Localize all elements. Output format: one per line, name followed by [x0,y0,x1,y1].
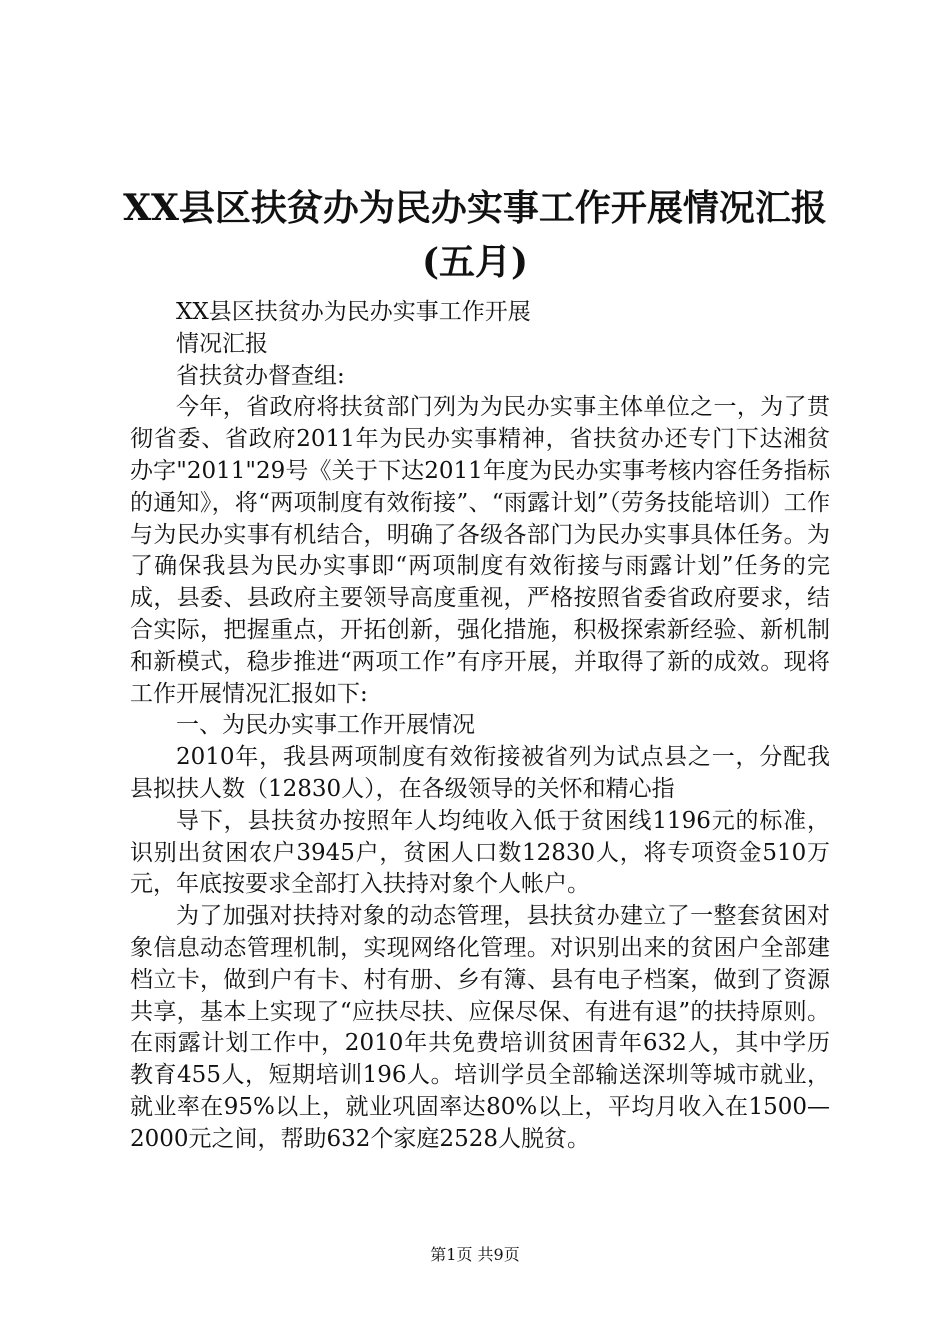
document-title-line2: (五月) [421,241,529,283]
page-footer: 第1页 共9页 [430,1245,520,1264]
paragraph-2010: 2010年，我县两项制度有效衔接被省列为试点县之一，分配我县拟扶人数（12830人），在各级领导的关怀和精心指 [130,744,830,802]
subtitle-line1: XX县区扶贫办为民办实事工作开展 [176,299,531,325]
document-title-line1: XX县区扶贫办为民办实事工作开展情况汇报 [123,187,827,229]
section-heading-1: 一、为民办实事工作开展情况 [176,712,475,739]
document-body [130,297,830,1156]
paragraph-identification: 导下，县扶贫办按照年人均纯收入低于贫困线1196元的标准，识别出贫困农户3945户，贫困人口数12830人，将专项资金510万元，年底按要求全部打入扶持对象个人帐户。 [130,807,830,898]
salutation: 省扶贫办督查组: [176,362,345,389]
paragraph-intro: 今年，省政府将扶贫部门列为为民办实事主体单位之一，为了贯彻省委、省政府2011年为民办实事精神，省扶贫办还专门下达湘贫办字"2011"29号《关于下达2011年度为民办实事考核内容任务指标的通知》，将“两项制度有效衔接”、“雨露计划”（劳务技能培训）工作与为民办实事有机结合，明确了各级各部门为民办实事具体任务。为了确保我县为民办实事即“两项制度有效衔接与雨露计划”任务的完成，县委、县政府主要领导高度重视，严格按照省委省政府要求，结合实际，把握重点，开拓创新，强化措施，积极探索新经验、新机制和新模式，稳步推进“两项工作”有序开展，并取得了新的成效。现将工作开展情况汇报如下: [130,394,830,707]
paragraph-dynamic-management: 为了加强对扶持对象的动态管理，县扶贫办建立了一整套贫困对象信息动态管理机制，实现网络化管理。对识别出来的贫困户全部建档立卡，做到户有卡、村有册、乡有簿、县有电子档案，做到了资源共享，基本上实现了“应扶尽扶、应保尽保、有进有退”的扶持原则。在雨露计划工作中，2010年共免费培训贫困青年632人，其中学历教育455人，短期培训196人。培训学员全部输送深圳等城市就业，就业率在95%以上，就业巩固率达80%以上，平均月收入在1500—2000元之间，帮助632个家庭2528人脱贫。 [130,903,830,1152]
subtitle-line2: 情况汇报 [176,330,268,357]
